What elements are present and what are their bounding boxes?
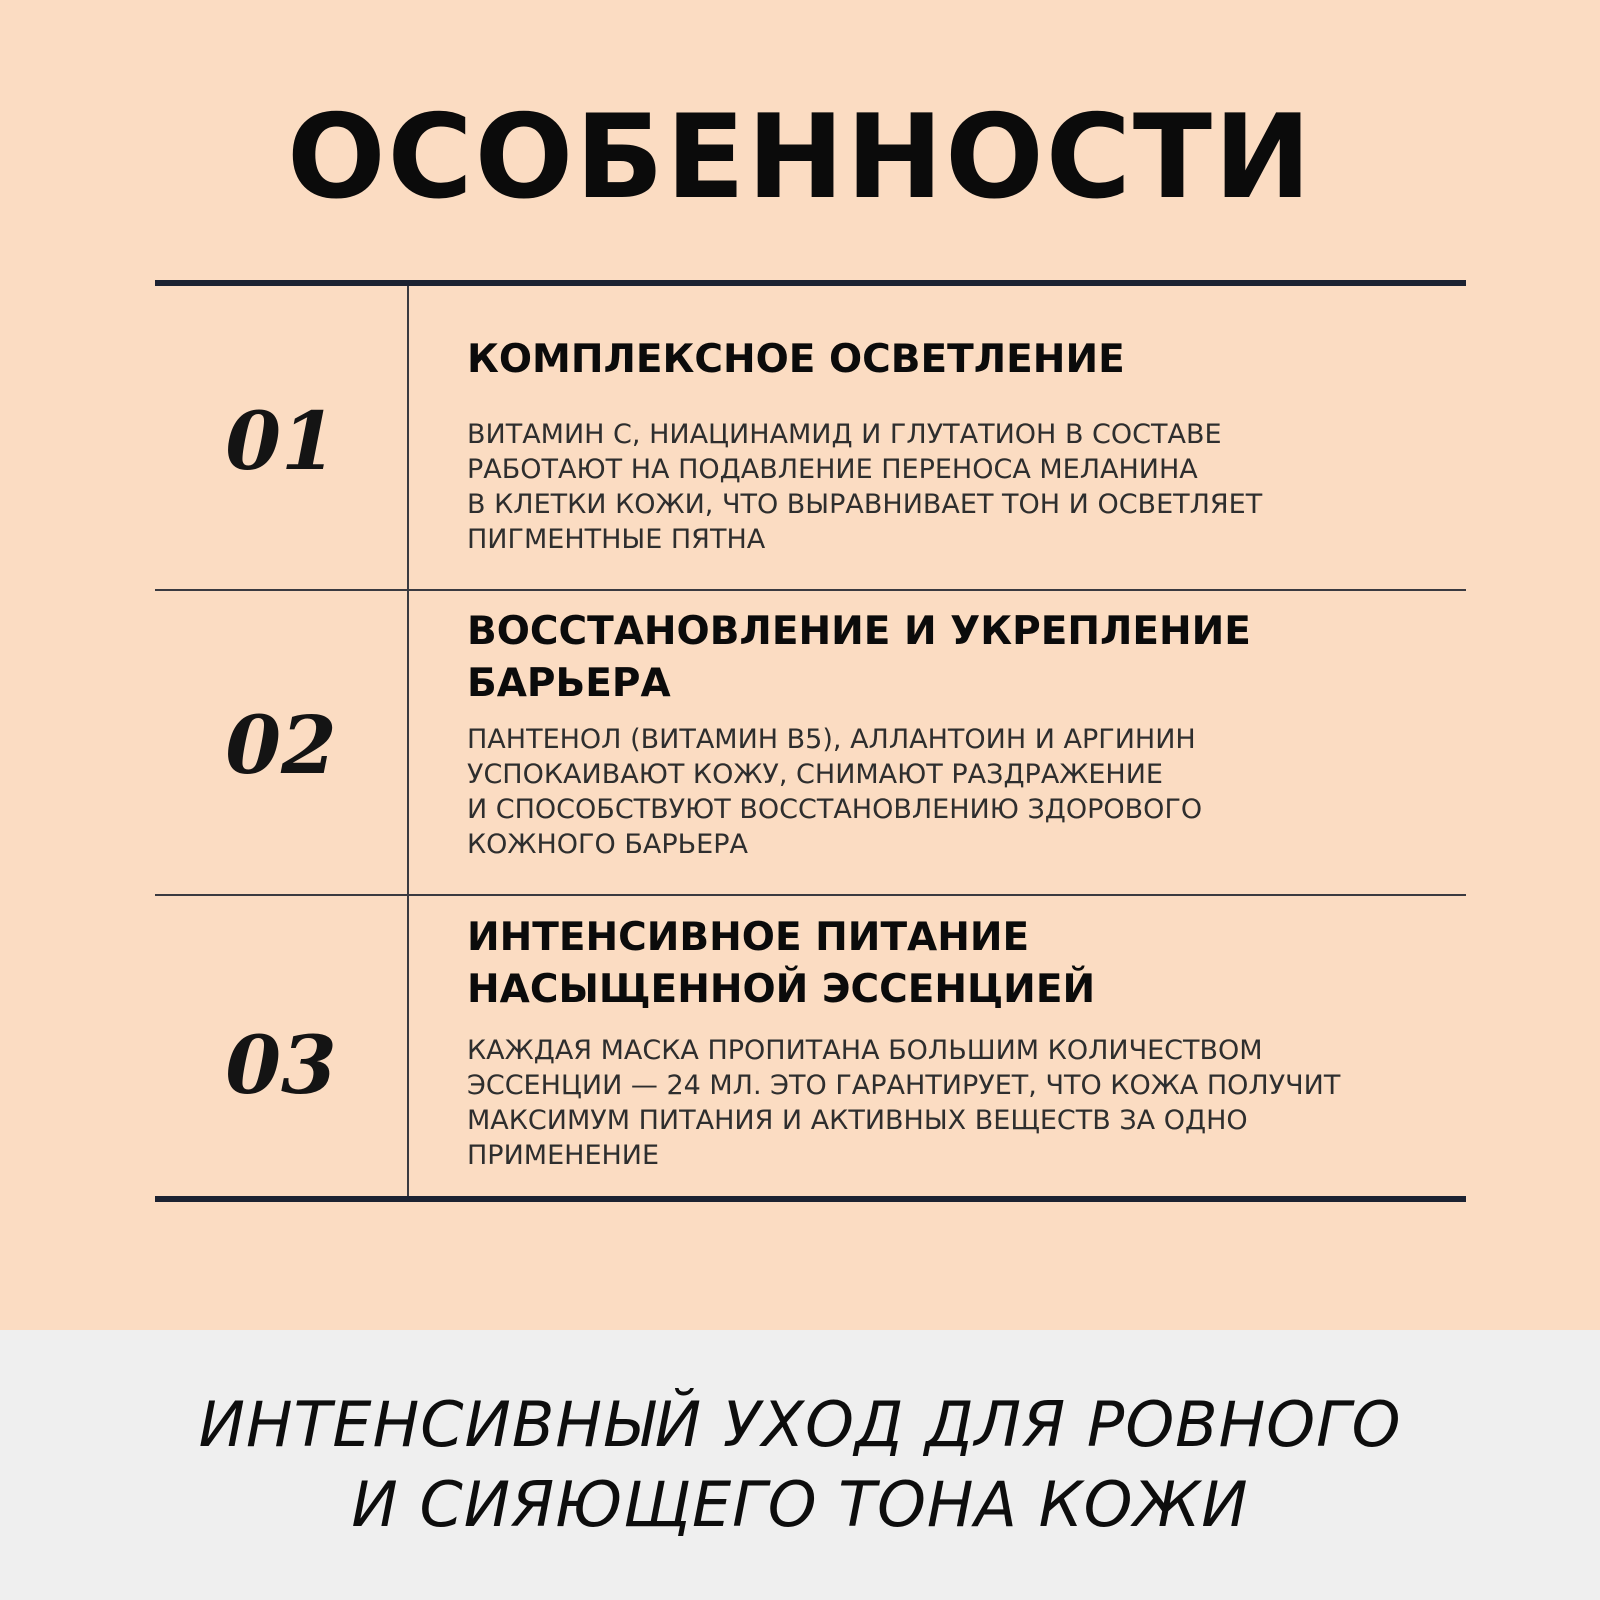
page-title: ОСОБЕННОСТИ (286, 90, 1314, 225)
footer-tagline: ИНТЕНСИВНЫЙ УХОД ДЛЯ РОВНОГО И СИЯЮЩЕГО ТОНА КОЖИ (198, 1388, 1402, 1541)
table-top-rule (155, 280, 1466, 286)
feature-title: ВОССТАНОВЛЕНИЕ И УКРЕПЛЕНИЕ БАРЬЕРА (467, 609, 1251, 706)
table-bottom-rule (155, 1196, 1466, 1202)
feature-number: 03 (225, 1018, 337, 1112)
feature-description: КАЖДАЯ МАСКА ПРОПИТАНА БОЛЬШИМ КОЛИЧЕСТВОМ ЭССЕНЦИИ — 24 МЛ. ЭТО ГАРАНТИРУЕТ, ЧТО КОЖА ПОЛУЧИТ МАКСИМУМ ПИТАНИЯ И АКТИВНЫХ ВЕЩЕСТВ ЗА ОДНО ПРИМЕНЕНИЕ (467, 1035, 1341, 1171)
row-divider (155, 894, 1466, 896)
feature-description: ВИТАМИН C, НИАЦИНАМИД И ГЛУТАТИОН В СОСТАВЕ РАБОТАЮТ НА ПОДАВЛЕНИЕ ПЕРЕНОСА МЕЛАНИНА В КЛЕТКИ КОЖИ, ЧТО ВЫРАВНИВАЕТ ТОН И ОСВЕТЛЯЕТ ПИГМЕНТНЫЕ ПЯТНА (467, 419, 1263, 555)
column-divider (407, 286, 409, 1196)
feature-number: 02 (225, 698, 337, 792)
feature-title: КОМПЛЕКСНОЕ ОСВЕТЛЕНИЕ (467, 337, 1125, 382)
row-divider (155, 589, 1466, 591)
feature-title: ИНТЕНСИВНОЕ ПИТАНИЕ НАСЫЩЕННОЙ ЭССЕНЦИЕЙ (467, 915, 1096, 1012)
feature-description: ПАНТЕНОЛ (ВИТАМИН B5), АЛЛАНТОИН И АРГИНИН УСПОКАИВАЮТ КОЖУ, СНИМАЮТ РАЗДРАЖЕНИЕ И СПОСОБСТВУЮТ ВОССТАНОВЛЕНИЮ ЗДОРОВОГО КОЖНОГО БАРЬЕРА (467, 724, 1203, 860)
feature-number: 01 (225, 394, 337, 488)
